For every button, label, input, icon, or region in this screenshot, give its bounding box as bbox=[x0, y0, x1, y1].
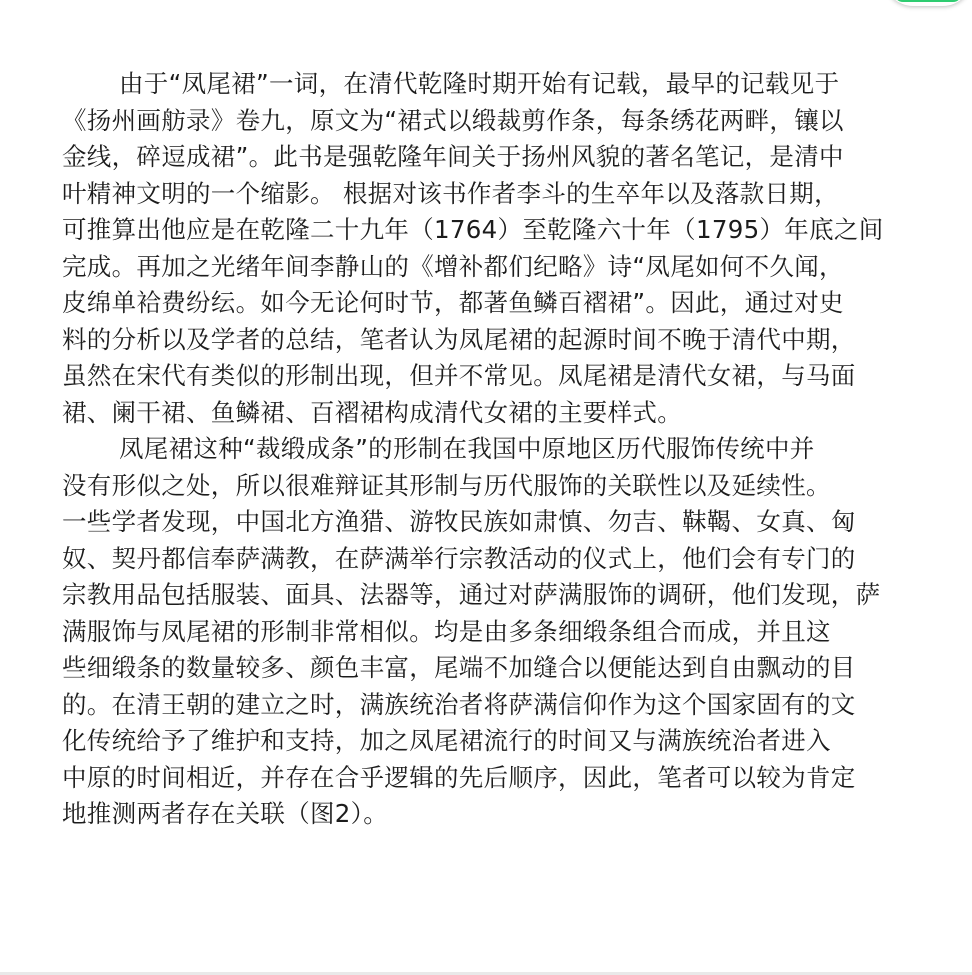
text-line: 完成。再加之光绪年间李静山的《增补都们纪略》诗“凤尾如何不久闻， bbox=[62, 251, 844, 281]
text-line: 皮绵单袷费纷纭。如今无论何时节，都著鱼鳞百褶裙”。因此，通过对史 bbox=[62, 288, 844, 317]
text-line: 的。在清王朝的建立之时，满族统治者将萨满信仰作为这个国家固有的文 bbox=[62, 689, 856, 719]
article-body bbox=[62, 66, 902, 833]
text-line: 地推测两者存在关联（图2）。 bbox=[62, 799, 389, 828]
paragraph-2 bbox=[62, 431, 902, 833]
text-line: 化传统给予了维护和支持，加之凤尾裙流行的时间又与满族统治者进入 bbox=[62, 726, 831, 755]
text-line: 叶精神文明的一个缩影。 根据对该书作者李斗的生卒年以及落款日期， bbox=[62, 178, 839, 208]
text-line: 奴、契丹都信奉萨满教，在萨满举行宗教活动的仪式上，他们会有专门的 bbox=[62, 543, 856, 573]
text-line: 凤尾裙这种“裁缎成条”的形制在我国中原地区历代服饰传统中并 bbox=[119, 434, 815, 463]
text-line: 金线，碎逗成裙”。此书是强乾隆年间关于扬州风貌的著名笔记，是清中 bbox=[62, 142, 844, 171]
text-line: 料的分析以及学者的总结，笔者认为凤尾裙的起源时间不晚于清代中期， bbox=[62, 324, 856, 354]
text-line: 中原的时间相近，并存在合乎逻辑的先后顺序，因此，笔者可以较为肯定 bbox=[62, 762, 856, 792]
text-line: 《扬州画舫录》卷九，原文为“裙式以缎裁剪作条，每条绣花两畔，镶以 bbox=[62, 105, 844, 135]
text-line: 虽然在宋代有类似的形制出现，但并不常见。凤尾裙是清代女裙，与马面 bbox=[62, 361, 856, 390]
text-line: 些细缎条的数量较多、颜色丰富，尾端不加缝合以便能达到自由飘动的目 bbox=[62, 653, 856, 682]
floating-action-button[interactable] bbox=[884, 0, 972, 6]
text-line: 可推算出他应是在乾隆二十九年（1764）至乾隆六十年（1795）年底之间 bbox=[62, 215, 884, 244]
text-line: 满服饰与凤尾裙的形制非常相似。均是由多条细缎条组合而成，并且这 bbox=[62, 616, 831, 646]
text-line: 宗教用品包括服装、面具、法器等，通过对萨满服饰的调研，他们发现，萨 bbox=[62, 580, 881, 609]
text-line: 由于“凤尾裙”一词，在清代乾隆时期开始有记载，最早的记载见于 bbox=[119, 69, 840, 98]
fab-ring-icon bbox=[894, 0, 962, 2]
paragraph-1 bbox=[62, 66, 902, 431]
text-line: 没有形似之处，所以很难辩证其形制与历代服饰的关联性以及延续性。 bbox=[62, 470, 831, 500]
text-line: 裙、阑干裙、鱼鳞裙、百褶裙构成清代女裙的主要样式。 bbox=[62, 397, 682, 427]
text-line: 一些学者发现，中国北方渔猎、游牧民族如肃慎、勿吉、靺鞨、女真、匈 bbox=[62, 507, 856, 536]
